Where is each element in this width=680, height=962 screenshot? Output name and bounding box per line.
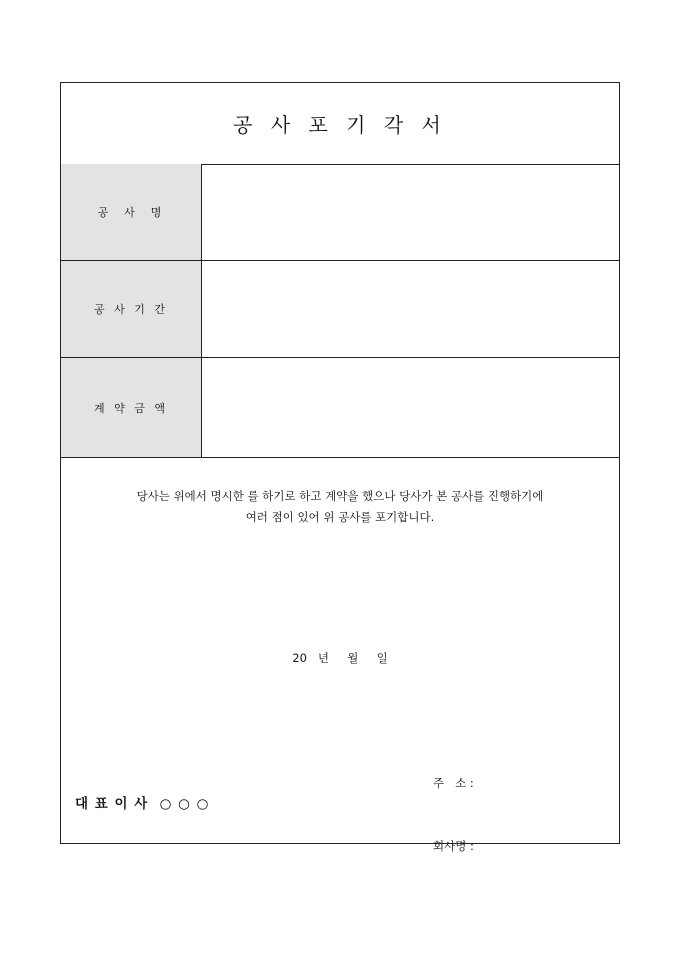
statement-line-1: 당사는 위에서 명시한 를 하기로 하고 계약을 했으나 당사가 본 공사를 진행하기에 bbox=[136, 489, 544, 503]
field-value-project-period[interactable] bbox=[202, 261, 619, 357]
field-row-project-name bbox=[61, 164, 619, 261]
statement bbox=[61, 486, 619, 528]
document-title: 공 사 포 기 각 서 bbox=[233, 113, 447, 137]
signature-block bbox=[433, 731, 474, 899]
field-label-contract-amount: 계 약 금 액 bbox=[61, 358, 202, 457]
field-value-project-name[interactable] bbox=[202, 164, 619, 260]
company-label: 회사명 : bbox=[433, 839, 474, 853]
field-label-project-name: 공 사 명 bbox=[61, 164, 202, 260]
waiver-form bbox=[60, 82, 620, 853]
title-row bbox=[61, 83, 619, 165]
field-row-project-period bbox=[61, 261, 619, 358]
field-value-contract-amount[interactable] bbox=[202, 358, 619, 457]
address-label: 주 소 : bbox=[433, 776, 474, 790]
date-line: 20 년 월 일 bbox=[292, 651, 388, 665]
statement-line-2: 여러 점이 있어 위 공사를 포기합니다. bbox=[245, 510, 435, 524]
field-row-contract-amount bbox=[61, 358, 619, 458]
field-label-project-period: 공 사 기 간 bbox=[61, 261, 202, 357]
ceo-signature-line: 대 표 이 사 ○ ○ ○ bbox=[75, 796, 210, 812]
